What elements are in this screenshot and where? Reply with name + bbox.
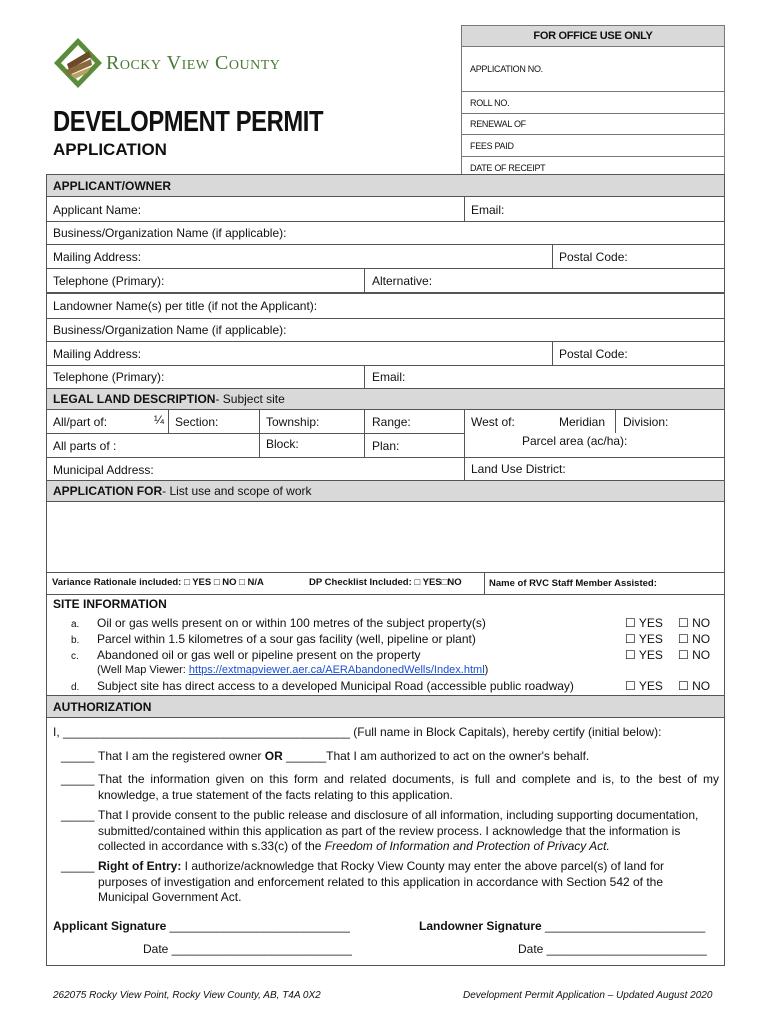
- landowner-email-field[interactable]: Email:: [372, 370, 406, 384]
- allparts-field[interactable]: All parts of :: [53, 439, 117, 453]
- site-item-letter: a.: [71, 619, 80, 630]
- site-item-letter: d.: [71, 682, 80, 693]
- footer-address: 262075 Rocky View Point, Rocky View County, AB, T4A 0X2: [53, 990, 321, 1001]
- page-title: DEVELOPMENT PERMIT: [53, 106, 324, 138]
- section-site-information: SITE INFORMATION: [47, 594, 724, 612]
- site-a-no-checkbox[interactable]: ☐ NO: [678, 616, 711, 630]
- applicant-business-field[interactable]: Business/Organization Name (if applicable):: [53, 226, 287, 240]
- right-of-entry-statement: Right of Entry: I authorize/acknowledge that Rocky View County may enter the above parcel(s) of land for purposes of investigation and enforcement related to this application in accordance with Section 542 of the Municipal Government Act.: [98, 859, 665, 904]
- consent-statement: That I provide consent to the public release and disclosure of all information, including supporting documentation, submitted/contained within this application as part of the review process. I acknowledge that the information is collected in accordance with s.33(c) of the Freedom of Information and Protection of Privacy Act.: [98, 808, 699, 853]
- applicant-signature-field[interactable]: Applicant Signature ___________________________: [53, 919, 350, 933]
- parcel-area-field[interactable]: Parcel area (ac/ha):: [522, 434, 628, 448]
- initial-entry-blank[interactable]: _____: [61, 859, 95, 873]
- site-item-text: Parcel within 1.5 kilometres of a sour gas facility (well, pipeline or plant): [97, 632, 476, 646]
- office-fees-paid[interactable]: FEES PAID: [462, 135, 724, 157]
- site-item-text: Subject site has direct access to a developed Municipal Road (accessible public roadway): [97, 679, 574, 693]
- applicant-email-field[interactable]: Email:: [471, 203, 505, 217]
- logo-mark-icon: [53, 37, 103, 89]
- applicant-name-field[interactable]: Applicant Name:: [53, 203, 142, 217]
- applicant-postal-field[interactable]: Postal Code:: [559, 250, 628, 264]
- office-application-no[interactable]: APPLICATION NO.: [462, 47, 724, 92]
- well-map-viewer-link[interactable]: https://extmapviewer.aer.ca/AERAbandonedWells/Index.html: [188, 664, 485, 676]
- site-item-letter: b.: [71, 635, 80, 646]
- variance-rationale-checkbox-group[interactable]: Variance Rationale included: □ YES □ NO □ N/A: [52, 577, 264, 588]
- site-b-no-checkbox[interactable]: ☐ NO: [678, 632, 711, 646]
- scope-of-work-textarea[interactable]: [47, 502, 724, 572]
- site-d-no-checkbox[interactable]: ☐ NO: [678, 679, 711, 693]
- applicant-phone-field[interactable]: Telephone (Primary):: [53, 274, 165, 288]
- quarter-label: ¼: [154, 413, 165, 427]
- office-renewal-of[interactable]: RENEWAL OF: [462, 114, 724, 135]
- initial-information-blank[interactable]: _____: [61, 772, 95, 786]
- landowner-signature-field[interactable]: Landowner Signature ________________________: [419, 919, 706, 933]
- staff-member-field[interactable]: Name of RVC Staff Member Assisted:: [489, 578, 657, 589]
- section-authorization: AUTHORIZATION: [47, 695, 724, 718]
- section-legal-land: LEGAL LAND DESCRIPTION - Subject site: [47, 388, 724, 410]
- site-item-text: Abandoned oil or gas well or pipeline present on the property: [97, 648, 421, 662]
- landowner-business-field[interactable]: Business/Organization Name (if applicable):: [53, 323, 287, 337]
- west-of-field[interactable]: West of:: [471, 415, 515, 429]
- allpart-field[interactable]: All/part of:: [53, 415, 108, 429]
- org-name: Rocky View County: [106, 52, 281, 74]
- site-c-no-checkbox[interactable]: ☐ NO: [678, 648, 711, 662]
- page-subtitle: APPLICATION: [53, 140, 167, 159]
- site-d-yes-checkbox[interactable]: ☐ YES: [625, 679, 663, 693]
- site-c-yes-checkbox[interactable]: ☐ YES: [625, 648, 663, 662]
- county-logo: [53, 37, 103, 89]
- office-use-heading: FOR OFFICE USE ONLY: [462, 26, 724, 47]
- section-applicant-owner: APPLICANT/OWNER: [47, 175, 724, 197]
- site-item-text: Oil or gas wells present on or within 100 metres of the subject property(s): [97, 616, 486, 630]
- well-map-viewer-note: (Well Map Viewer: https://extmapviewer.aer.ca/AERAbandonedWells/Index.html): [97, 664, 489, 676]
- applicant-mailing-field[interactable]: Mailing Address:: [53, 250, 142, 264]
- landowner-name-field[interactable]: Landowner Name(s) per title (if not the Applicant):: [53, 299, 318, 313]
- division-field[interactable]: Division:: [623, 415, 669, 429]
- plan-field[interactable]: Plan:: [372, 439, 400, 453]
- landowner-postal-field[interactable]: Postal Code:: [559, 347, 628, 361]
- applicant-alternative-field[interactable]: Alternative:: [372, 274, 433, 288]
- meridian-label: Meridian: [559, 415, 606, 429]
- applicant-date-field[interactable]: Date ___________________________: [143, 942, 352, 956]
- landowner-phone-field[interactable]: Telephone (Primary):: [53, 370, 165, 384]
- site-a-yes-checkbox[interactable]: ☐ YES: [625, 616, 663, 630]
- municipal-address-field[interactable]: Municipal Address:: [53, 463, 154, 477]
- land-use-district-field[interactable]: Land Use District:: [471, 462, 566, 476]
- dp-checklist-checkbox-group[interactable]: DP Checklist Included: □ YES□NO: [309, 577, 462, 588]
- site-item-letter: c.: [71, 651, 79, 662]
- footer-form-name: Development Permit Application – Updated August 2020: [463, 990, 713, 1001]
- initial-owner-blank[interactable]: _____: [61, 749, 95, 763]
- permit-form: [46, 174, 725, 966]
- site-b-yes-checkbox[interactable]: ☐ YES: [625, 632, 663, 646]
- block-field[interactable]: Block:: [266, 437, 299, 451]
- office-use-box: [461, 25, 725, 179]
- office-roll-no[interactable]: ROLL NO.: [462, 92, 724, 114]
- owner-authorized-statement: That I am the registered owner OR ______That I am authorized to act on the owner's behalf.: [98, 749, 590, 763]
- information-statement: That the information given on this form and related documents, is full and complete and is, to the best of my knowledge, a true statement of the facts relating to this application.: [98, 772, 719, 802]
- initial-consent-blank[interactable]: _____: [61, 808, 95, 822]
- township-field[interactable]: Township:: [266, 415, 320, 429]
- range-field[interactable]: Range:: [372, 415, 411, 429]
- section-field[interactable]: Section:: [175, 415, 219, 429]
- landowner-date-field[interactable]: Date ________________________: [518, 942, 707, 956]
- certify-statement: I, ___________________________________________ (Full name in Block Capitals), hereby certify (initial below):: [53, 725, 662, 739]
- section-application-for: APPLICATION FOR - List use and scope of work: [47, 480, 724, 502]
- office-date-of-receipt[interactable]: DATE OF RECEIPT: [470, 162, 546, 173]
- landowner-mailing-field[interactable]: Mailing Address:: [53, 347, 142, 361]
